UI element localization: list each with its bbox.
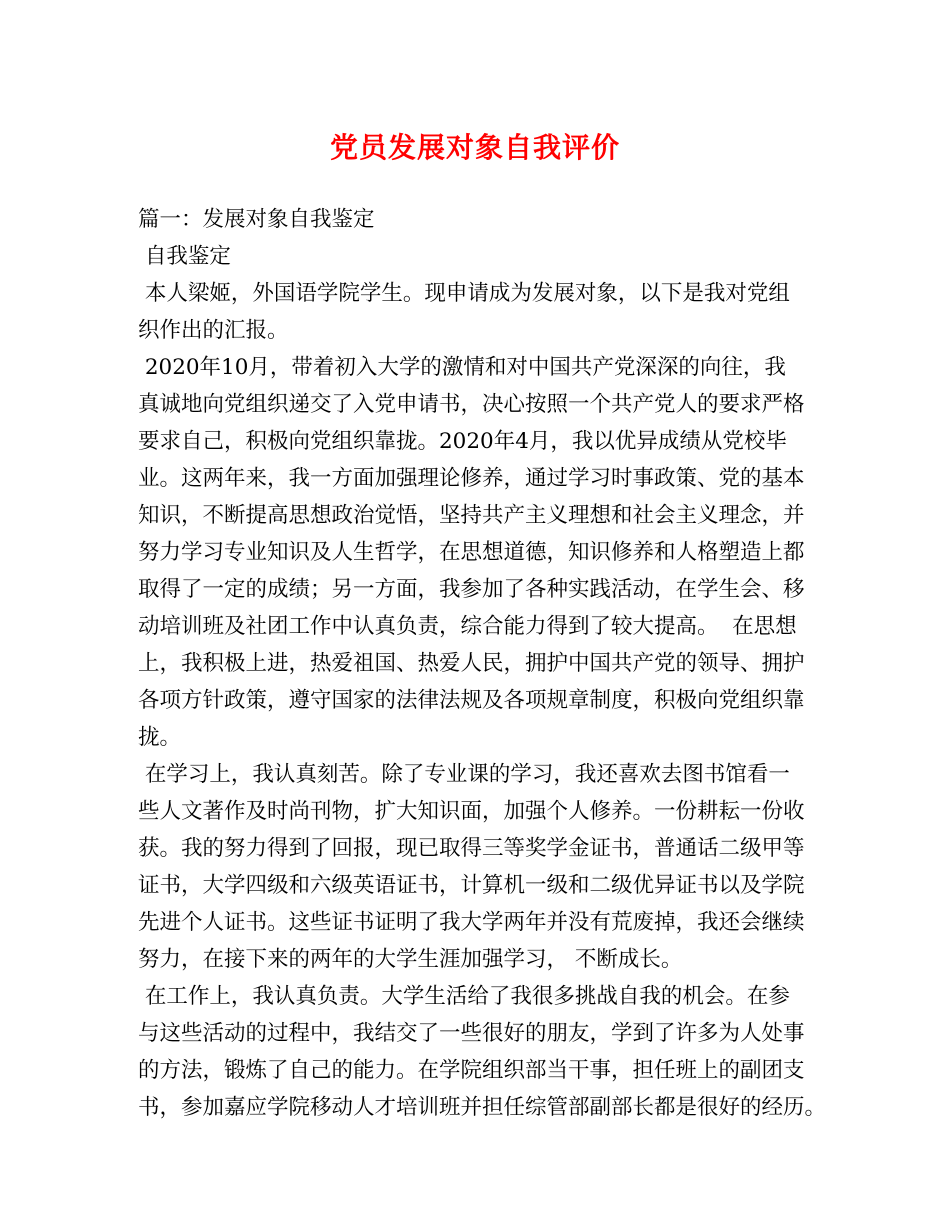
document-title: 党员发展对象自我评价: [329, 131, 620, 164]
body-line: 的方法，锻炼了自己的能力。在学院组织部当干事，担任班上的副团支: [138, 1058, 805, 1083]
body-line: 书，参加嘉应学院移动人才培训班并担任综管部副部长都是很好的经历。: [138, 1095, 827, 1120]
body-line: 真诚地向党组织递交了入党申请书，决心按照一个共产党人的要求严格: [138, 392, 805, 417]
body-line: 获。我的努力得到了回报，现已取得三等奖学金证书，普通话二级甲等: [138, 836, 805, 861]
body-line: 动培训班及社团工作中认真负责，综合能力得到了较大提高。 在思想: [138, 614, 797, 639]
body-line: 努力学习专业知识及人生哲学，在思想道德，知识修养和人格塑造上都: [138, 540, 805, 565]
body-line: 自我鉴定: [138, 244, 231, 269]
body-line: 先进个人证书。这些证书证明了我大学两年并没有荒废掉，我还会继续: [138, 910, 805, 935]
body-line: 与这些活动的过程中，我结交了一些很好的朋友，学到了许多为人处事: [138, 1021, 805, 1046]
body-line: 各项方针政策，遵守国家的法律法规及各项规章制度，积极向党组织靠: [138, 688, 805, 713]
body-line: 篇一：发展对象自我鉴定: [138, 207, 375, 232]
document-body: [138, 201, 828, 1126]
body-line: 努力，在接下来的两年的大学生涯加强学习， 不断成长。: [138, 947, 683, 972]
body-line: 业。这两年来，我一方面加强理论修养，通过学习时事政策、党的基本: [138, 466, 805, 491]
body-line: 在学习上，我认真刻苦。除了专业课的学习，我还喜欢去图书馆看一: [138, 762, 790, 787]
body-line: 织作出的汇报。: [138, 318, 289, 343]
body-line: 知识，不断提高思想政治觉悟，坚持共产主义理想和社会主义理念，并: [138, 503, 805, 528]
body-line: 2020年10月，带着初入大学的激情和对中国共产党深深的向往，我: [138, 355, 786, 380]
body-line: 上，我积极上进，热爱祖国、热爱人民，拥护中国共产党的领导、拥护: [138, 651, 805, 676]
body-line: 在工作上，我认真负责。大学生活给了我很多挑战自我的机会。在参: [138, 984, 790, 1009]
body-line: 要求自己，积极向党组织靠拢。2020年4月，我以优异成绩从党校毕: [138, 429, 787, 454]
body-line: 证书，大学四级和六级英语证书，计算机一级和二级优异证书以及学院: [138, 873, 805, 898]
body-line: 本人梁姬，外国语学院学生。现申请成为发展对象，以下是我对党组: [138, 281, 790, 306]
body-line: 取得了一定的成绩；另一方面，我参加了各种实践活动，在学生会、移: [138, 577, 805, 602]
body-line: 些人文著作及时尚刊物，扩大知识面，加强个人修养。一份耕耘一份收: [138, 799, 805, 824]
body-line: 拢。: [138, 725, 182, 750]
